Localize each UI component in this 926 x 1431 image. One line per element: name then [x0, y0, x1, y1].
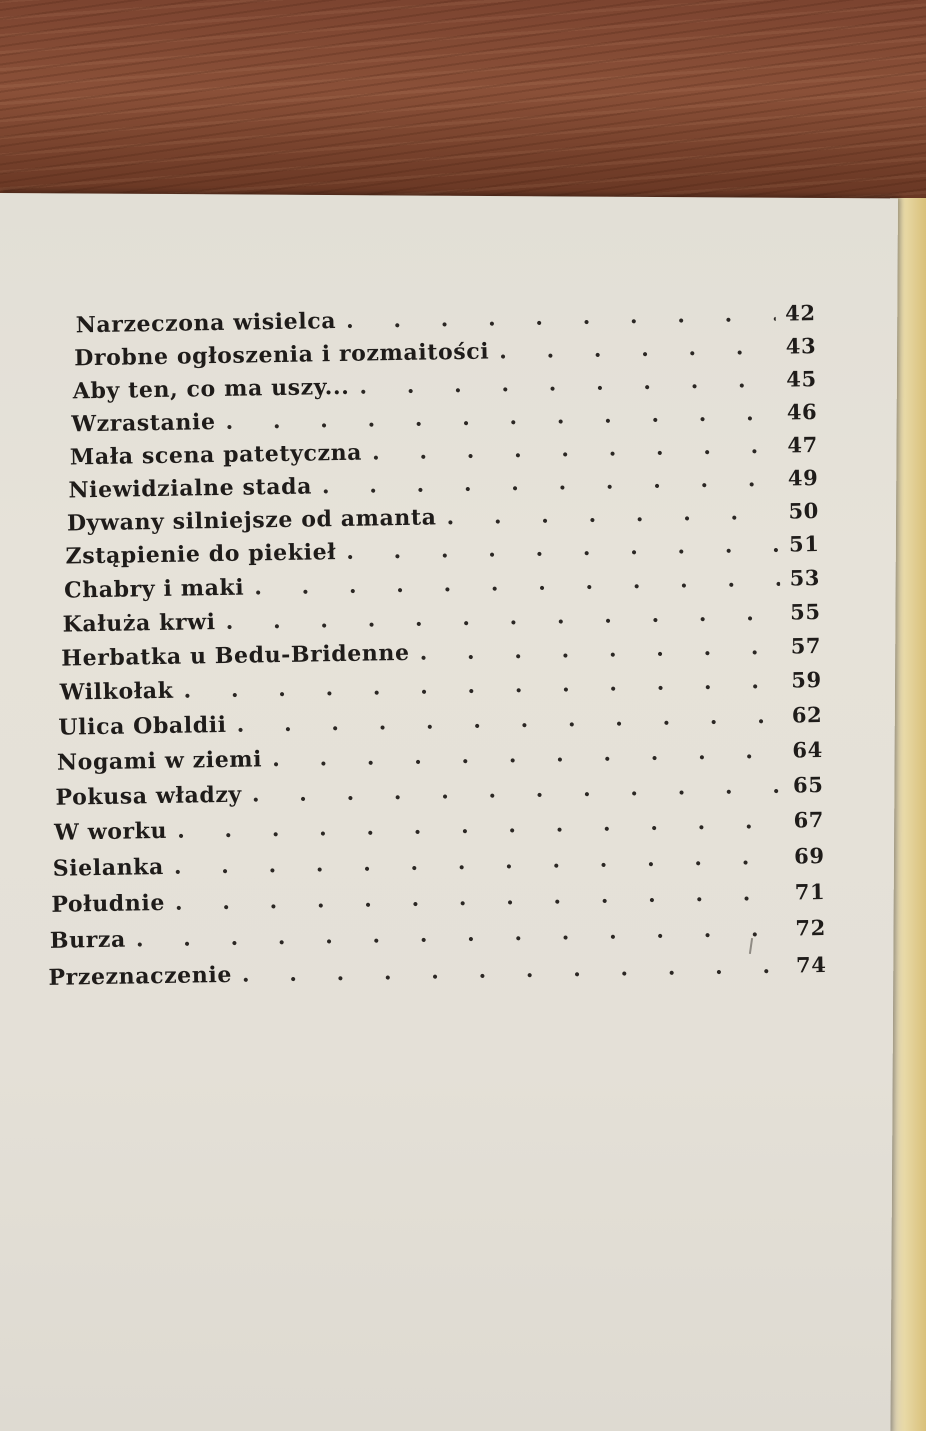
- toc-entry-title: Mała scena patetyczna: [69, 439, 363, 471]
- toc-entry-page: 53: [789, 565, 821, 591]
- toc-entry-title: Ulica Obaldii: [58, 711, 227, 741]
- dot-leader: [252, 773, 784, 808]
- toc-entry-page: 71: [794, 878, 826, 905]
- toc-entry-title: Zstąpienie do piekieł: [65, 539, 337, 570]
- dot-leader: [225, 400, 777, 435]
- toc-entry: [54, 807, 824, 850]
- dot-leader: [446, 499, 779, 531]
- dot-leader: [499, 334, 776, 365]
- toc-entry-page: 42: [784, 300, 816, 326]
- dot-leader: [359, 367, 777, 400]
- toc-entry-title: Południe: [51, 889, 166, 918]
- toc-entry: [50, 915, 826, 958]
- dot-leader: [183, 668, 782, 704]
- toc-entry-page: 47: [787, 432, 819, 458]
- dot-leader: [236, 703, 782, 738]
- toc-entry-page: 65: [792, 772, 824, 798]
- dot-leader: [372, 433, 778, 466]
- toc-entry: [48, 952, 826, 995]
- toc-entry-page: 69: [793, 842, 825, 869]
- toc-entry-title: Chabry i maki: [63, 574, 245, 604]
- toc-entry-title: Dywany silniejsze od amanta: [66, 504, 437, 537]
- toc-entry-title: Nogami w ziemi: [56, 746, 263, 776]
- dot-leader: [136, 916, 786, 953]
- toc-entry-title: Wzrastanie: [71, 409, 216, 438]
- toc-entry-title: W worku: [53, 817, 168, 846]
- dot-leader: [419, 634, 781, 666]
- dot-leader: [242, 953, 787, 988]
- toc-entry-page: 57: [790, 633, 822, 659]
- table-of-contents: [0, 197, 912, 1212]
- toc-entry-page: 67: [793, 807, 825, 833]
- toc-entry-title: Przeznaczenie: [48, 961, 233, 991]
- dot-leader: [346, 301, 776, 334]
- toc-entry-title: Wilkołak: [59, 677, 174, 706]
- dot-leader: [322, 466, 779, 500]
- dot-leader: [225, 600, 780, 635]
- toc-entry-page: 51: [788, 531, 820, 557]
- toc-entry: [51, 879, 825, 922]
- toc-entry-title: Aby ten, co ma uszy...: [72, 373, 350, 405]
- toc-entry-page: 74: [795, 951, 827, 978]
- toc-entry-page: 62: [791, 702, 823, 728]
- dot-leader: [254, 566, 780, 601]
- toc-entry-title: Kałuża krwi: [62, 609, 216, 638]
- toc-entry-page: 55: [789, 599, 821, 625]
- toc-entry-title: Pokusa władzy: [55, 781, 243, 811]
- toc-entry-page: 50: [788, 498, 820, 524]
- dot-leader: [175, 880, 786, 916]
- toc-entry-page: 45: [786, 366, 817, 392]
- dot-leader: [177, 808, 784, 844]
- toc-entry-title: Sielanka: [52, 853, 165, 882]
- toc-entry-page: 49: [787, 465, 819, 491]
- toc-entry-title: Narzeczona wisielca: [75, 308, 337, 339]
- toc-entry-page: 46: [786, 399, 818, 425]
- toc-entry-title: Drobne ogłoszenia i rozmaitości: [74, 338, 490, 372]
- toc-entry-title: Herbatka u Bedu-Bridenne: [61, 639, 410, 672]
- toc-entry-page: 59: [791, 667, 822, 693]
- dot-leader: [272, 738, 783, 772]
- dot-leader: [174, 844, 785, 880]
- dot-leader: [346, 532, 780, 565]
- toc-entry-page: 72: [795, 914, 827, 941]
- book-page: [0, 193, 898, 1431]
- toc-entry-page: 64: [792, 737, 824, 763]
- toc-entry: [53, 843, 825, 886]
- toc-entry-title: Niewidzialne stada: [68, 473, 313, 504]
- toc-entry-page: 43: [785, 333, 817, 359]
- toc-entry-title: Burza: [49, 926, 127, 954]
